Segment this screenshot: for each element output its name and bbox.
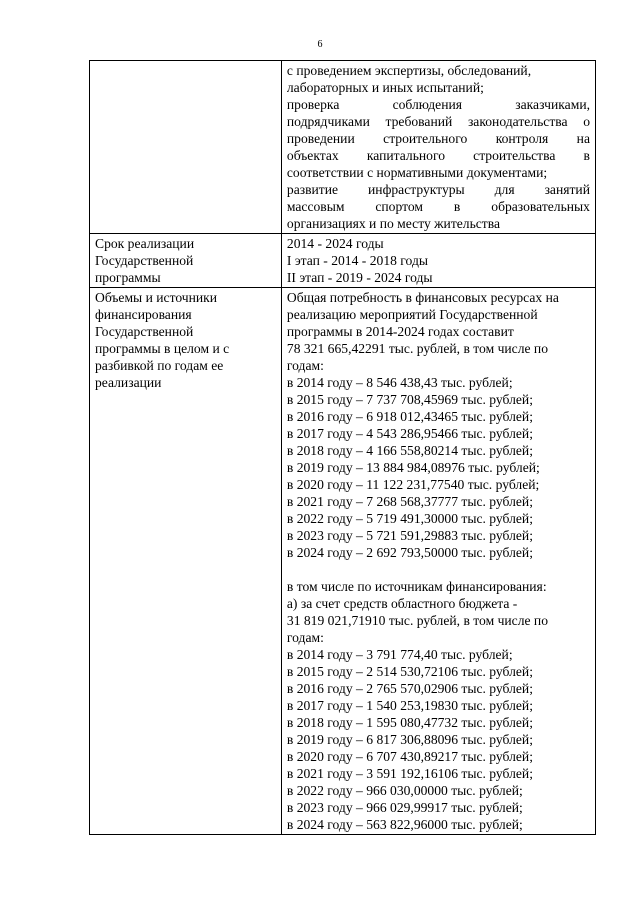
content-line: в 2022 году – 5 719 491,30000 тыс. рублей;	[286, 511, 533, 526]
content-line: в 2024 году – 563 822,96000 тыс. рублей;	[286, 817, 523, 832]
label-line: финансирования	[95, 307, 192, 322]
content-line: I этап - 2014 - 2018 годы	[286, 253, 428, 268]
row-label-cell	[90, 288, 282, 835]
label-line: Срок реализации	[95, 236, 195, 251]
content-line: годам:	[286, 358, 324, 373]
content-line: в том числе по источникам финансирования:	[286, 579, 547, 594]
content-line: Общая потребность в финансовых ресурсах на	[286, 290, 559, 305]
content-line: II этап - 2019 - 2024 годы	[286, 270, 433, 285]
content-line: в 2020 году – 11 122 231,77540 тыс. рублей;	[286, 477, 540, 492]
content-line: в 2023 году – 966 029,99917 тыс. рублей;	[286, 800, 523, 815]
table-row	[90, 234, 596, 288]
content-line: в 2016 году – 6 918 012,43465 тыс. рублей;	[286, 409, 533, 424]
content-line: 31 819 021,71910 тыс. рублей, в том числе по	[286, 613, 548, 628]
content-line: соответствии с нормативными документами;	[286, 165, 548, 180]
content-line: с проведением экспертизы, обследований,	[286, 63, 532, 78]
content-line: проверка соблюдения заказчиками,	[286, 97, 590, 112]
content-line: 78 321 665,42291 тыс. рублей, в том числе по	[286, 341, 548, 356]
content-line: в 2018 году – 4 166 558,80214 тыс. рублей;	[286, 443, 533, 458]
page-number: 6	[317, 39, 323, 50]
content-line: в 2014 году – 8 546 438,43 тыс. рублей;	[286, 375, 513, 390]
content-line: в 2015 году – 7 737 708,45969 тыс. рублей;	[286, 392, 533, 407]
table-row	[90, 61, 596, 234]
content-line: в 2024 году – 2 692 793,50000 тыс. рублей;	[286, 545, 533, 560]
content-line: в 2018 году – 1 595 080,47732 тыс. рублей;	[286, 715, 533, 730]
content-line: в 2022 году – 966 030,00000 тыс. рублей;	[286, 783, 523, 798]
content-line: в 2014 году – 3 791 774,40 тыс. рублей;	[286, 647, 513, 662]
content-line: в 2021 году – 3 591 192,16106 тыс. рублей;	[286, 766, 533, 781]
content-line: в 2021 году – 7 268 568,37777 тыс. рублей;	[286, 494, 533, 509]
content-line: развитие инфраструктуры для занятий	[286, 182, 590, 197]
row-content-cell	[281, 61, 595, 234]
content-line: лабораторных и иных испытаний;	[286, 80, 484, 95]
label-line: Государственной	[95, 324, 194, 339]
content-line: реализацию мероприятий Государственной	[286, 307, 538, 322]
content-line: а) за счет средств областного бюджета -	[286, 596, 518, 611]
row-label-cell	[90, 61, 282, 234]
content-line: массовым спортом в образовательных	[286, 199, 590, 214]
row-content-cell	[281, 288, 595, 835]
row-label-cell	[90, 234, 282, 288]
content-line: в 2020 году – 6 707 430,89217 тыс. рублей;	[286, 749, 533, 764]
content-line: в 2019 году – 6 817 306,88096 тыс. рублей;	[286, 732, 533, 747]
label-line: программы	[95, 270, 161, 285]
content-line: годам:	[286, 630, 324, 645]
row-content-cell	[281, 234, 595, 288]
content-line: в 2015 году – 2 514 530,72106 тыс. рублей;	[286, 664, 533, 679]
content-line: в 2017 году – 1 540 253,19830 тыс. рублей;	[286, 698, 533, 713]
label-line: Объемы и источники	[95, 290, 218, 305]
table-row	[90, 288, 596, 835]
program-passport-table	[89, 60, 596, 835]
label-line: Государственной	[95, 253, 194, 268]
content-line: проведении строительного контроля на	[286, 131, 590, 146]
content-line: подрядчиками требований законодательства о	[286, 114, 590, 129]
content-line: объектах капитального строительства в	[286, 148, 590, 163]
label-line: разбивкой по годам ее	[95, 358, 224, 373]
label-line: программы в целом и с	[95, 341, 230, 356]
content-line: в 2017 году – 4 543 286,95466 тыс. рублей;	[286, 426, 533, 441]
label-line: реализации	[95, 375, 162, 390]
content-line: организациях и по месту жительства	[286, 216, 501, 231]
content-line: в 2019 году – 13 884 984,08976 тыс. рублей;	[286, 460, 540, 475]
blank-line	[287, 561, 590, 578]
content-line: в 2023 году – 5 721 591,29883 тыс. рублей;	[286, 528, 533, 543]
content-line: программы в 2014-2024 годах составит	[286, 324, 514, 339]
content-line: 2014 - 2024 годы	[286, 236, 384, 251]
content-line: в 2016 году – 2 765 570,02906 тыс. рублей;	[286, 681, 533, 696]
